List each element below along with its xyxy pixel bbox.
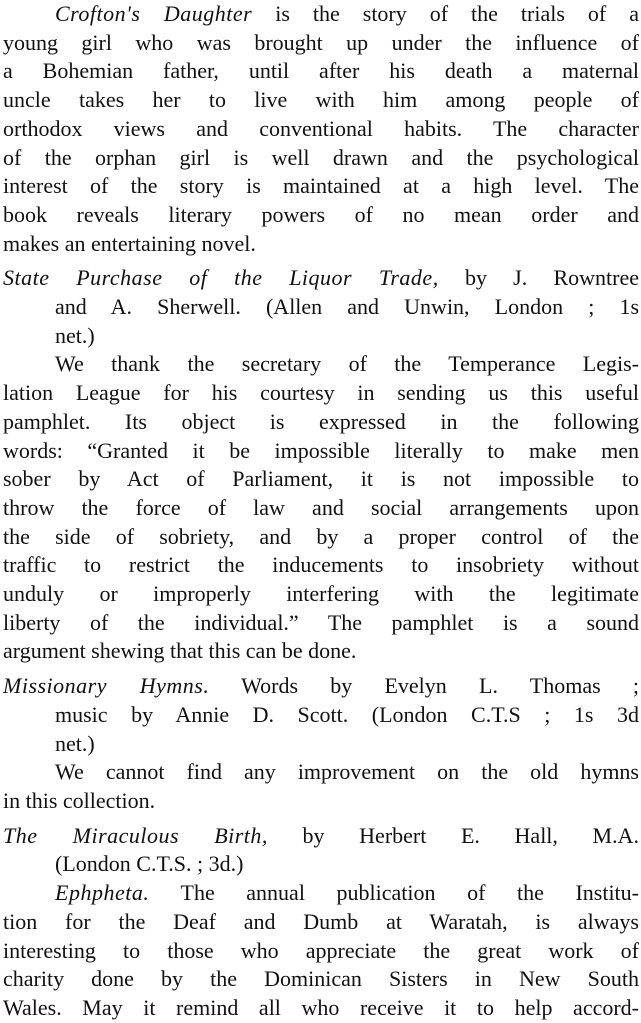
review-state-purchase [3,350,639,666]
entry-state-purchase-title [3,264,639,350]
text-line: net.) [55,322,95,348]
review-ephpheta [3,879,639,1023]
text-line: orthodox views and conventional habits. The character [3,115,639,141]
text-line: interesting to those who appreciate the great work of [3,937,639,963]
text-line: throw the force of law and social arrangements upon [3,494,639,520]
text-line: tion for the Deaf and Dumb at Waratah, is always [3,908,639,934]
text-line: argument shewing that this can be done. [3,638,357,664]
text-line: and A. Sherwell. (Allen and Unwin, London ; 1s [55,294,639,320]
text-line: sober by Act of Parliament, it is not impossible to [3,466,639,492]
text-line: charity done by the Dominican Sisters in New South [3,966,639,992]
text-line: Crofton's Daughter is the story of the trials of a [55,1,639,26]
text-line: pamphlet. Its object is expressed in the following [3,408,639,434]
text-line: Wales. May it remind all who receive it to help accord- [3,994,639,1020]
entry-miraculous-birth-title [3,822,639,879]
book-title: Missionary Hymns. [3,673,210,699]
entry-missionary-hymns-title [3,672,639,758]
book-title: Ephpheta. [55,880,150,906]
text-line: liberty of the individual.” The pamphlet is a sound [3,609,639,635]
text-line: young girl who was brought up under the influence of [3,29,639,55]
text-line: State Purchase of the Liquor Trade, by J. Rowntree [3,265,639,291]
review-croftons-daughter [3,0,639,258]
text-line: traffic to restrict the inducements to insobriety without [3,552,639,578]
text-line: We thank the secretary of the Temperance Legis- [55,351,639,377]
text-line: music by Annie D. Scott. (London C.T.S ; 1s 3d [55,701,639,727]
text-line: book reveals literary powers of no mean order and [3,201,639,227]
book-title: State Purchase of the Liquor Trade, [3,265,439,291]
text-line: interest of the story is maintained at a high level. The [3,173,639,199]
text-line: words: “Granted it be impossible literally to make men [3,437,639,463]
book-title: The Miraculous Birth, [3,822,268,848]
text-line: net.) [55,730,95,756]
text-line: lation League for his courtesy in sending us this useful [3,380,639,406]
text-line: The Miraculous Birth, by Herbert E. Hall, M.A. [3,822,639,848]
book-title: Crofton's Daughter [55,1,253,26]
text-line: Missionary Hymns. Words by Evelyn L. Thomas ; [3,673,639,699]
text-line: We cannot find any improvement on the old hymns [55,759,639,785]
text-line: unduly or improperly interfering with the legitimate [3,581,639,607]
text-line: Ephpheta. The annual publication of the Institu- [55,880,639,906]
text-line: of the orphan girl is well drawn and the psychological [3,144,639,170]
text-line: in this collection. [3,787,156,813]
text-line: (London C.T.S. ; 3d.) [55,851,244,877]
text-line: uncle takes her to live with him among people of [3,87,639,113]
text-line: a Bohemian father, until after his death a maternal [3,58,639,84]
review-missionary-hymns [3,758,639,815]
text-line: the side of sobriety, and by a proper control of the [3,523,639,549]
text-line: makes an entertaining novel. [3,230,256,256]
